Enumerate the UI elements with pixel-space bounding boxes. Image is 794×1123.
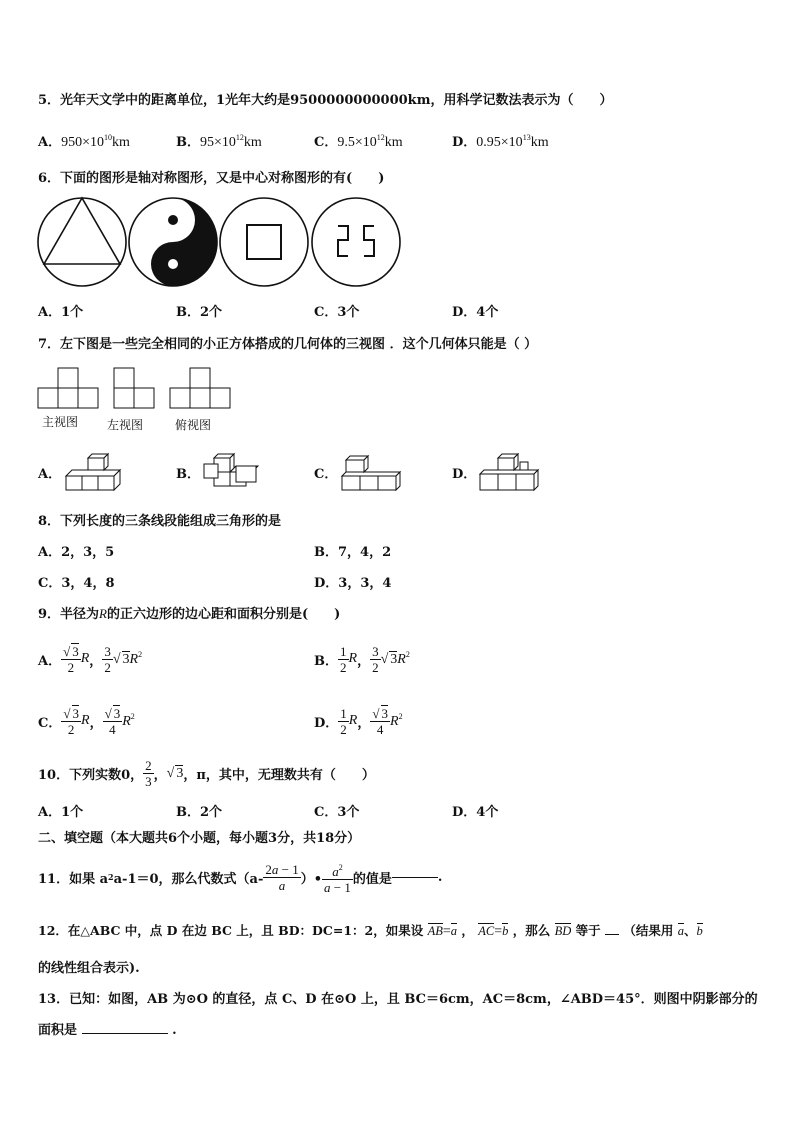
- front-view: [38, 368, 98, 408]
- yin-yang-figure: [129, 198, 217, 286]
- q11-answer-blank[interactable]: [392, 877, 438, 878]
- q7-stem: 7．左下图是一些完全相同的小正方体搭成的几何体的三视图 ．这个几何体只能是（ ）: [38, 337, 538, 352]
- section-2-heading: 二、填空题（本大题共6个小题，每小题3分，共18分）: [38, 831, 361, 846]
- q8-option-b: B．7，4，2: [314, 545, 392, 560]
- top-view-label: 俯视图: [175, 418, 212, 432]
- q10-option-a: A．1个: [38, 805, 84, 820]
- q7-option-a-figure: [62, 450, 126, 494]
- q12-stem: 12．在△ABC 中，点 D 在边 BC 上，且 BD：DC=1：2，如果设 AB=a ， AC=b ，那么 BD 等于 （结果用 a、b: [38, 923, 703, 939]
- q11-stem: 11．如果 a 2 a-1＝0，那么代数式（a- $\frac{2a - 1}{a}$ ）• $\frac{a^2}{a - 1}$ 的值是 .: [38, 861, 443, 895]
- q6-option-b: B．2个: [176, 305, 223, 320]
- q10-option-b: B．2个: [176, 805, 223, 820]
- q10-option-c: C．3个: [314, 805, 360, 820]
- q5-option-c: C．$9.5\times 10^{12}km$: [314, 133, 403, 150]
- q12-stem-line2: 的线性组合表示).: [38, 961, 140, 976]
- q6-option-d: D．4个: [452, 305, 499, 320]
- q5-option-b: B．$95\times 10^{12}km$: [176, 133, 262, 150]
- q9-option-a: A． $\frac{√ 3}{2}$ R ， $\frac{3}{2}$ √ $3R^2$: [38, 643, 143, 675]
- q5-option-d: D．$0.95\times 10^{13}km$: [452, 133, 549, 150]
- circle-symbol-figure: [312, 198, 400, 286]
- q6-option-c: C．3个: [314, 305, 360, 320]
- q7-option-b-figure: [200, 450, 264, 494]
- q8-stem: 8．下列长度的三条线段能组成三角形的是: [38, 514, 282, 529]
- q10-option-d: D．4个: [452, 805, 499, 820]
- q8-option-d: D．3，3，4: [314, 576, 392, 591]
- q7-option-a: A．: [38, 467, 62, 482]
- q9-option-d: D． $\frac{1}{2}$ R ， $\frac{√ 3}{4}$ $R^2$: [314, 705, 403, 737]
- q13-answer-blank[interactable]: [82, 1033, 168, 1034]
- q8-option-c: C．3，4，8: [38, 576, 115, 591]
- side-view-label: 左视图: [107, 418, 144, 432]
- q10-stem: 10．下列实数0， $\frac{2}{3}$ ， √ 3 ，π，其中，无理数共有（ ）: [38, 757, 375, 789]
- top-view: [170, 368, 230, 408]
- q7-option-d-figure: [476, 450, 540, 494]
- q6-option-a: A．1个: [38, 305, 84, 320]
- q9-option-b: B． $\frac{1}{2}$ R ， $\frac{3}{2}$ √ $3R^2$: [314, 643, 410, 675]
- q13-stem-line2: 面积是 .: [38, 1023, 177, 1038]
- circle-triangle-figure: [38, 198, 126, 286]
- q5-stem: 5．光年天文学中的距离单位，1光年大约是9500000000000km，用科学记数法表示为（ ）: [38, 93, 613, 108]
- q13-stem: 13．已知：如图，AB 为⊙O 的直径，点 C、D 在⊙O 上，且 BC＝6cm，AC＝8cm，∠ABD＝45°．则图中阴影部分的: [38, 992, 758, 1007]
- circle-square-figure: [220, 198, 308, 286]
- q7-option-d: D．: [452, 467, 477, 482]
- q9-option-c: C． $\frac{√ 3}{2}$ R ， $\frac{√ 3}{4}$ $R^2$: [38, 706, 135, 737]
- q6-stem: 6．下面的图形是轴对称图形，又是中心对称图形的有( ): [38, 171, 385, 186]
- side-view: [114, 368, 154, 408]
- q5-option-a: A．$950\times 10^{10}km$: [38, 133, 130, 150]
- q7-option-c-figure: [338, 450, 402, 494]
- q8-option-a: A．2，3，5: [38, 545, 115, 560]
- q7-three-views: [36, 364, 236, 412]
- q9-stem: 9．半径为R的正六边形的边心距和面积分别是( ): [38, 606, 341, 622]
- q6-figures: [36, 196, 406, 290]
- front-view-label: 主视图: [42, 415, 79, 429]
- q7-option-c: C．: [314, 467, 338, 482]
- q7-option-b: B．: [176, 467, 200, 482]
- q12-answer-blank[interactable]: [605, 934, 619, 935]
